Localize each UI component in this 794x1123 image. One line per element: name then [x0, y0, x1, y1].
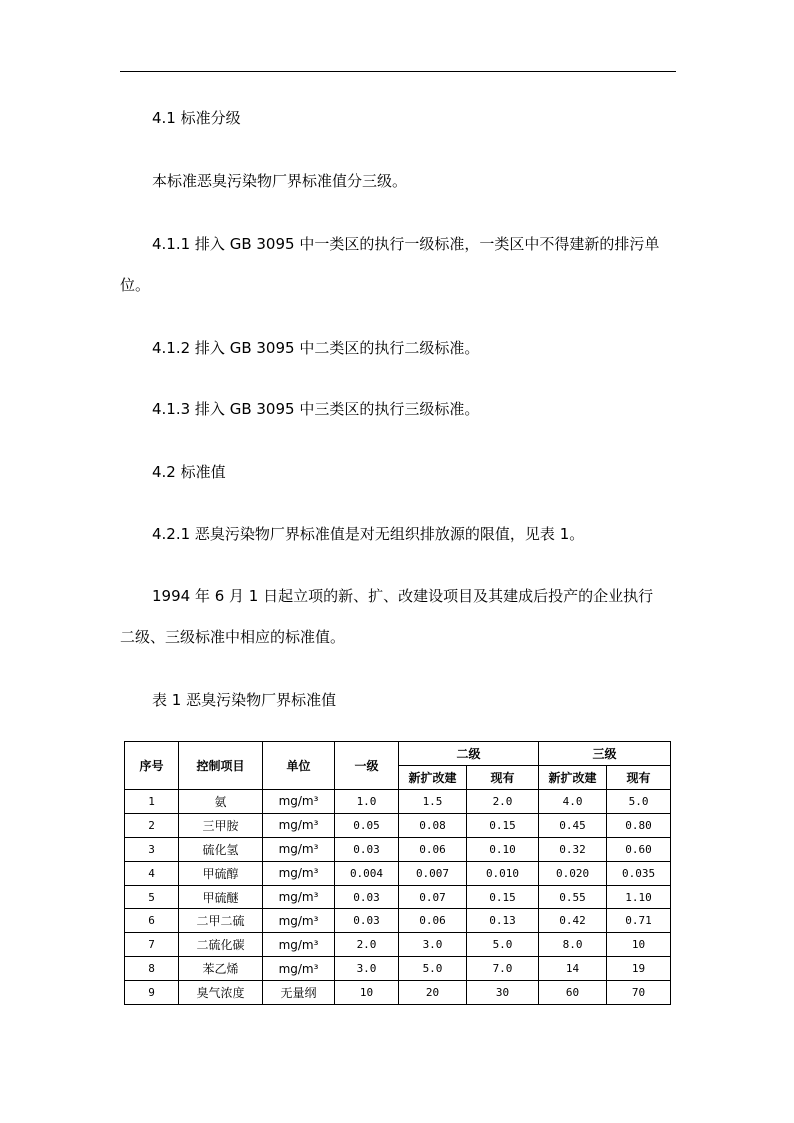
cell-grade2-new: 0.08 — [399, 813, 467, 837]
cell-unit: mg/m³ — [263, 837, 335, 861]
header-grade2-existing: 现有 — [467, 766, 539, 790]
cell-item: 臭气浓度 — [179, 981, 263, 1005]
cell-grade1: 0.004 — [335, 861, 399, 885]
paragraph-4-1-2: 4.1.2 排入 GB 3095 中二类区的执行二级标准。 — [152, 339, 480, 357]
cell-no: 7 — [125, 933, 179, 957]
cell-grade3-existing: 10 — [607, 933, 671, 957]
section-heading-4-1: 4.1 标准分级 — [152, 109, 241, 127]
standards-table — [124, 741, 671, 1005]
cell-grade3-existing: 0.035 — [607, 861, 671, 885]
section-heading-4-2: 4.2 标准值 — [152, 463, 226, 481]
cell-no: 1 — [125, 790, 179, 814]
cell-grade1: 3.0 — [335, 957, 399, 981]
cell-grade2-existing: 30 — [467, 981, 539, 1005]
table-row — [125, 933, 671, 957]
cell-grade2-existing: 0.010 — [467, 861, 539, 885]
cell-grade2-existing: 5.0 — [467, 933, 539, 957]
paragraph-4-1-3: 4.1.3 排入 GB 3095 中三类区的执行三级标准。 — [152, 400, 480, 418]
table-row — [125, 981, 671, 1005]
cell-grade1: 1.0 — [335, 790, 399, 814]
cell-item: 氨 — [179, 790, 263, 814]
cell-grade1: 0.03 — [335, 837, 399, 861]
cell-grade2-existing: 0.13 — [467, 909, 539, 933]
cell-grade2-new: 0.06 — [399, 909, 467, 933]
header-unit: 单位 — [263, 742, 335, 790]
cell-grade2-new: 1.5 — [399, 790, 467, 814]
cell-unit: mg/m³ — [263, 909, 335, 933]
cell-unit: mg/m³ — [263, 861, 335, 885]
cell-unit: mg/m³ — [263, 813, 335, 837]
cell-no: 3 — [125, 837, 179, 861]
cell-grade2-existing: 7.0 — [467, 957, 539, 981]
cell-item: 苯乙烯 — [179, 957, 263, 981]
cell-grade2-existing: 0.15 — [467, 813, 539, 837]
cell-no: 8 — [125, 957, 179, 981]
cell-grade3-new: 0.42 — [539, 909, 607, 933]
paragraph-grading: 本标准恶臭污染物厂界标准值分三级。 — [152, 172, 408, 190]
table-row — [125, 861, 671, 885]
cell-grade1: 0.03 — [335, 909, 399, 933]
cell-grade1: 0.03 — [335, 885, 399, 909]
table-row — [125, 790, 671, 814]
header-grade3-new: 新扩改建 — [539, 766, 607, 790]
cell-grade2-new: 3.0 — [399, 933, 467, 957]
cell-grade3-new: 60 — [539, 981, 607, 1005]
cell-grade2-new: 0.06 — [399, 837, 467, 861]
cell-item: 二硫化碳 — [179, 933, 263, 957]
table-body — [125, 790, 671, 1005]
header-grade2: 二级 — [399, 742, 539, 766]
cell-grade2-new: 0.07 — [399, 885, 467, 909]
cell-grade1: 10 — [335, 981, 399, 1005]
cell-unit: mg/m³ — [263, 790, 335, 814]
table-row — [125, 837, 671, 861]
cell-item: 二甲二硫 — [179, 909, 263, 933]
cell-grade3-new: 0.020 — [539, 861, 607, 885]
cell-unit: mg/m³ — [263, 957, 335, 981]
header-grade2-new: 新扩改建 — [399, 766, 467, 790]
cell-grade3-new: 14 — [539, 957, 607, 981]
cell-grade2-existing: 0.15 — [467, 885, 539, 909]
cell-grade3-existing: 0.71 — [607, 909, 671, 933]
cell-item: 甲硫醇 — [179, 861, 263, 885]
cell-grade2-new: 0.007 — [399, 861, 467, 885]
paragraph-1994-line1: 1994 年 6 月 1 日起立项的新、扩、改建设项目及其建成后投产的企业执行 — [152, 587, 654, 605]
cell-grade2-existing: 2.0 — [467, 790, 539, 814]
cell-grade3-existing: 0.60 — [607, 837, 671, 861]
header-grade1: 一级 — [335, 742, 399, 790]
cell-item: 甲硫醚 — [179, 885, 263, 909]
cell-item: 硫化氢 — [179, 837, 263, 861]
paragraph-4-1-1-line1: 4.1.1 排入 GB 3095 中一类区的执行一级标准，一类区中不得建新的排污单 — [152, 235, 660, 253]
cell-grade3-existing: 70 — [607, 981, 671, 1005]
header-rule — [120, 71, 676, 72]
header-grade3-existing: 现有 — [607, 766, 671, 790]
cell-grade3-new: 8.0 — [539, 933, 607, 957]
paragraph-4-1-1-line2: 位。 — [120, 276, 151, 294]
cell-item: 三甲胺 — [179, 813, 263, 837]
cell-grade3-new: 0.32 — [539, 837, 607, 861]
cell-unit: mg/m³ — [263, 885, 335, 909]
cell-grade1: 2.0 — [335, 933, 399, 957]
cell-unit: mg/m³ — [263, 933, 335, 957]
header-item: 控制项目 — [179, 742, 263, 790]
cell-unit: 无量纲 — [263, 981, 335, 1005]
cell-no: 2 — [125, 813, 179, 837]
table-row — [125, 885, 671, 909]
paragraph-1994-line2: 二级、三级标准中相应的标准值。 — [120, 628, 346, 646]
cell-no: 6 — [125, 909, 179, 933]
cell-grade3-existing: 0.80 — [607, 813, 671, 837]
cell-grade3-existing: 1.10 — [607, 885, 671, 909]
table-caption: 表 1 恶臭污染物厂界标准值 — [152, 691, 337, 709]
table-row — [125, 813, 671, 837]
cell-grade1: 0.05 — [335, 813, 399, 837]
cell-grade2-existing: 0.10 — [467, 837, 539, 861]
cell-grade2-new: 20 — [399, 981, 467, 1005]
cell-no: 9 — [125, 981, 179, 1005]
cell-grade3-new: 0.45 — [539, 813, 607, 837]
cell-grade3-new: 4.0 — [539, 790, 607, 814]
cell-grade3-new: 0.55 — [539, 885, 607, 909]
cell-no: 5 — [125, 885, 179, 909]
table-row — [125, 957, 671, 981]
header-grade3: 三级 — [539, 742, 671, 766]
cell-grade2-new: 5.0 — [399, 957, 467, 981]
cell-grade3-existing: 19 — [607, 957, 671, 981]
cell-no: 4 — [125, 861, 179, 885]
header-no: 序号 — [125, 742, 179, 790]
table-row — [125, 909, 671, 933]
cell-grade3-existing: 5.0 — [607, 790, 671, 814]
paragraph-4-2-1: 4.2.1 恶臭污染物厂界标准值是对无组织排放源的限值，见表 1。 — [152, 525, 585, 543]
